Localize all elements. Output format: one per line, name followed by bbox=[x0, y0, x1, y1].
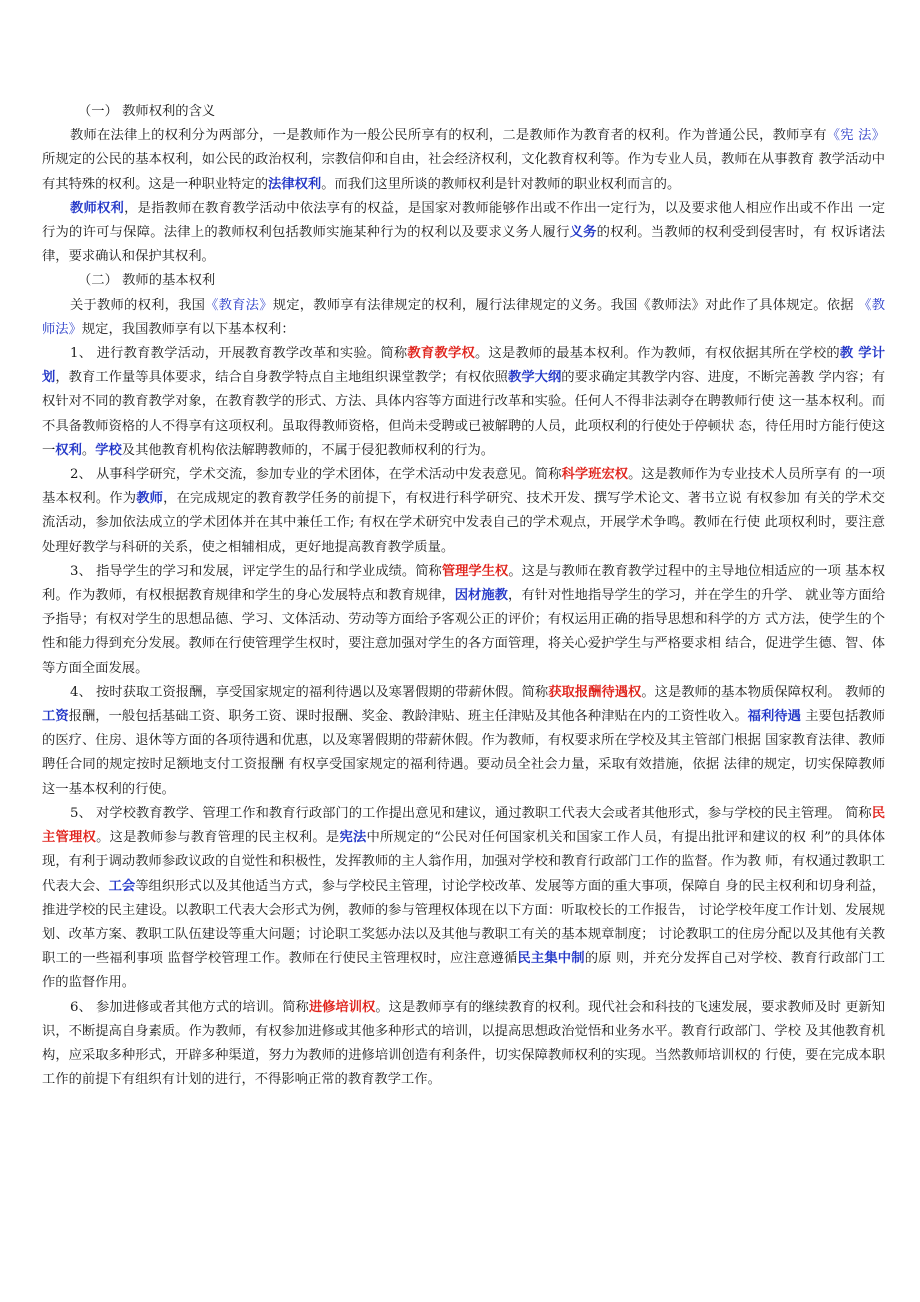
body-text: 关于教师的权利，我国 bbox=[70, 297, 206, 313]
body-text: 所规定的公民的基本权利，如公民的政治权利，宗教信仰和自由，社会经济权利，文化教育权利等。作为专业人员，教师在从事教育 教学活动中有其特殊的权利。这是一种职业特定的 bbox=[42, 152, 885, 192]
body-text: 。这是与教师在教育教学过程中的主导地位相适应的一项 基本权利。作为教师，有权根据教育规律和学生的身心发展特点和教育规律， bbox=[42, 563, 886, 604]
highlighted-term: 教学大纲 bbox=[508, 370, 562, 386]
body-text: 。这是教师作为专业技术人员所享有 的一项基本权利。作为 bbox=[42, 467, 886, 507]
body-text: 的原 则，并充分发挥自己对学校、教育行政部门工作的监督作用。 bbox=[42, 951, 885, 991]
highlighted-term: 教 学计划 bbox=[42, 346, 886, 386]
body-text: 规定，教师享有法律规定的权利，履行法律规定的义务。我国《教师法》对此作了具体规定。依据 bbox=[272, 297, 859, 313]
body-text: ，在完成规定的教育教学任务的前提下，有权进行科学研究、技术开发、撰写学术论文、著书立说 有权参加 有关的学术交流活动，参加依法成立的学术团体并在其中兼任工作; 有权在学术研究中发表自己的学术观点，开展学术争鸣。教师在行使 此项权利时，要注意处理好教学与科研的关系，使之相辅相成，更好地提高教育教学质量。 bbox=[42, 491, 886, 555]
body-text: ，是指教师在教育教学活动中依法享有的权益，是国家对教师能够作出或不作出一定行为，以及要求他人相应作出或不作出 一定行为的许可与保障。法律上的教师权利包括教师实施某种行为的权利以及要求义务人履行 bbox=[42, 200, 886, 241]
section-heading-2: （二） 教师的基本权利 bbox=[78, 273, 216, 289]
body-text: 。而我们这里所谈的教师权利是针对教师的职业权利而言的。 bbox=[321, 176, 681, 192]
body-text: 3、 指导学生的学习和发展，评定学生的品行和学业成绩。简称 bbox=[70, 563, 442, 579]
highlighted-term: 宪法 bbox=[339, 830, 367, 846]
body-text: 5、 对学校教育教学、管理工作和教育行政部门的工作提出意见和建议，通过教职工代表大会或者其他形式，参与学校的民主管理。 简称 bbox=[70, 805, 872, 821]
law-reference: 《教育法》 bbox=[205, 297, 273, 313]
highlighted-term: 工资 bbox=[42, 709, 69, 725]
paragraph-3 bbox=[42, 294, 885, 342]
body-text: 规定，我国教师享有以下基本权利： bbox=[81, 321, 295, 337]
highlighted-term: 法律权利 bbox=[268, 176, 322, 192]
paragraph-right-3 bbox=[42, 560, 885, 681]
paragraph-right-5 bbox=[42, 802, 885, 996]
right-name-term: 管理学生权 bbox=[441, 563, 509, 579]
section-heading-1: （一） 教师权利的含义 bbox=[78, 104, 216, 119]
paragraph-1 bbox=[42, 124, 885, 197]
paragraph-right-1 bbox=[42, 342, 885, 463]
law-reference: 《宪 法》 bbox=[826, 128, 885, 144]
body-text: 中所规定的“公民对任何国家机关和国家工作人员，有提出批评和建议的权 利”的具体体现，有利于调动教师参政议政的自觉性和积极性，发挥教师的主人翁作用，加强对学校和教育行政部门工作的监督。作为教 师，有权通过教职工代表大会、 bbox=[42, 830, 886, 894]
highlighted-term: 因材施教 bbox=[454, 588, 508, 604]
paragraph-right-2 bbox=[42, 463, 885, 560]
body-text: 。这是教师的最基本权利。作为教师，有权依据其所在学校的 bbox=[475, 346, 840, 362]
body-text: 及其他教育机构依法解聘教师的，不属于侵犯教师权利的行为。 bbox=[121, 442, 495, 458]
body-text: 2、 从事科学研究，学术交流，参加专业的学术团体，在学术活动中发表意见。简称 bbox=[70, 467, 562, 483]
law-reference: 《教师法》 bbox=[42, 297, 886, 337]
highlighted-term: 学校 bbox=[95, 442, 122, 458]
body-text: 的权利。当教师的权利受到侵害时，有 权诉诸法律，要求确认和保护其权利。 bbox=[42, 225, 885, 265]
highlighted-term: 工会 bbox=[108, 878, 136, 894]
right-name-term: 教育教学权 bbox=[407, 346, 475, 362]
body-text: 。 bbox=[81, 442, 96, 458]
highlighted-term: 教师权利 bbox=[70, 200, 125, 216]
body-text: 的要求确定其教学内容、进度，不断完善教 学内容；有权针对不同的教育教学对象，在教育教学的形式、方法、具体内容等方面进行改革和实验。任何人不得非法剥夺在聘教师行使 这一基本权利。而不具备教师资格的人不得享有这项权利。虽取得教师资格，但尚未受聘或已被解聘的人员，此项权利的行使处于停顿状 态，待任用时方能行使这一 bbox=[42, 370, 886, 458]
right-name-term: 获取报酬待遇权 bbox=[548, 684, 642, 700]
right-name-term: 民主管理权 bbox=[42, 805, 885, 846]
body-text: 4、 按时获取工资报酬，享受国家规定的福利待遇以及寒署假期的带薪休假。简称 bbox=[70, 684, 549, 700]
highlighted-term: 民主集中制 bbox=[517, 951, 585, 967]
body-text: 报酬，一般包括基础工资、职务工资、课时报酬、奖金、教龄津贴、班主任津贴及其他各种津贴在内的工资性收入。 bbox=[68, 709, 748, 725]
paragraph-right-6 bbox=[42, 996, 885, 1093]
body-text: 主要包括教师的医疗、住房、退休等方面的各项待遇和优惠，以及寒署假期的带薪休假。作为教师，有权要求所在学校及其主管部门根据 国家教育法律、教师聘任合同的规定按时足额地支付工资报酬 有权享受国家规定的福利待遇。要动员全社会力量，采取有效措施，依据 法律的规定，切实保障教师这一基本权利的行使。 bbox=[42, 709, 886, 797]
paragraph-right-4 bbox=[42, 681, 885, 802]
paragraph-2 bbox=[42, 197, 885, 270]
body-text: 。这是教师的基本物质保障权利。 教师的 bbox=[641, 684, 885, 700]
right-name-term: 进修培训权 bbox=[308, 999, 376, 1015]
body-text: 。这是教师参与教育管理的民主权利。是 bbox=[96, 830, 340, 846]
right-name-term: 科学班宏权 bbox=[561, 467, 629, 483]
highlighted-term: 权利 bbox=[55, 442, 82, 458]
body-text: ，有针对性地指导学生的学习，并在学生的升学、 就业等方面给予指导；有权对学生的思想品德、学习、文体活动、劳动等方面给予客观公正的评价；有权运用正确的指导思想和科学的方 式方法，使学生的个性和能力得到充分发展。教师在行使管理学生权时，要注意加强对学生的各方面管理，将关心爱护学生与严格要求相 结合，促进学生德、智、体等方面全面发展。 bbox=[42, 588, 886, 676]
body-text: 。这是教师享有的继续教育的权利。现代社会和科技的飞速发展，要求教师及时 更新知识，不断提高自身素质。作为教师，有权参加进修或其他多种形式的培训，以提高思想政治觉悟和业务水平。教育行政部门、学校 及其他教育机构，应采取多种形式，开辟多种渠道，努力为教师的进修培训创造有利条件，切实保障教师权利的实现。当然教师培训权的 行使，要在完成本职工作的前提下有组织有计划的进行，不得影响正常的教育教学工作。 bbox=[42, 999, 886, 1088]
body-text: 1、 进行教育教学活动，开展教育教学改革和实验。简称 bbox=[70, 346, 408, 362]
highlighted-term: 教师 bbox=[136, 491, 164, 507]
highlighted-term: 福利待遇 bbox=[747, 709, 801, 725]
body-text: ，教育工作量等具体要求，结合自身教学特点自主地组织课堂教学；有权依照 bbox=[55, 370, 508, 386]
body-text: 6、 参加进修或者其他方式的培训。简称 bbox=[70, 999, 309, 1015]
body-text: 教师在法律上的权利分为两部分，一是教师作为一般公民所享有的权利，二是教师作为教育者的权利。作为普通公民，教师享有 bbox=[70, 128, 827, 144]
body-text: 等组织形式以及其他适当方式，参与学校民主管理，讨论学校改革、发展等方面的重大事项，保障自 身的民主权利和切身利益，推进学校的民主建设。以教职工代表大会形式为例，教师的参与管理权体现在以下方面：听取校长的工作报告， 讨论学校年度工作计划、发展规划、改革方案、教职工队伍建设等重大问题；讨论职工奖惩办法以及其他与教职工有关的基本规章制度； 讨论教职工的住房分配以及其他有关教职工的一些福利事项 监督学校管理工作。教师在行使民主管理权时，应注意遵循 bbox=[42, 878, 886, 967]
highlighted-term: 义务 bbox=[569, 225, 597, 241]
document-body bbox=[42, 100, 885, 1092]
